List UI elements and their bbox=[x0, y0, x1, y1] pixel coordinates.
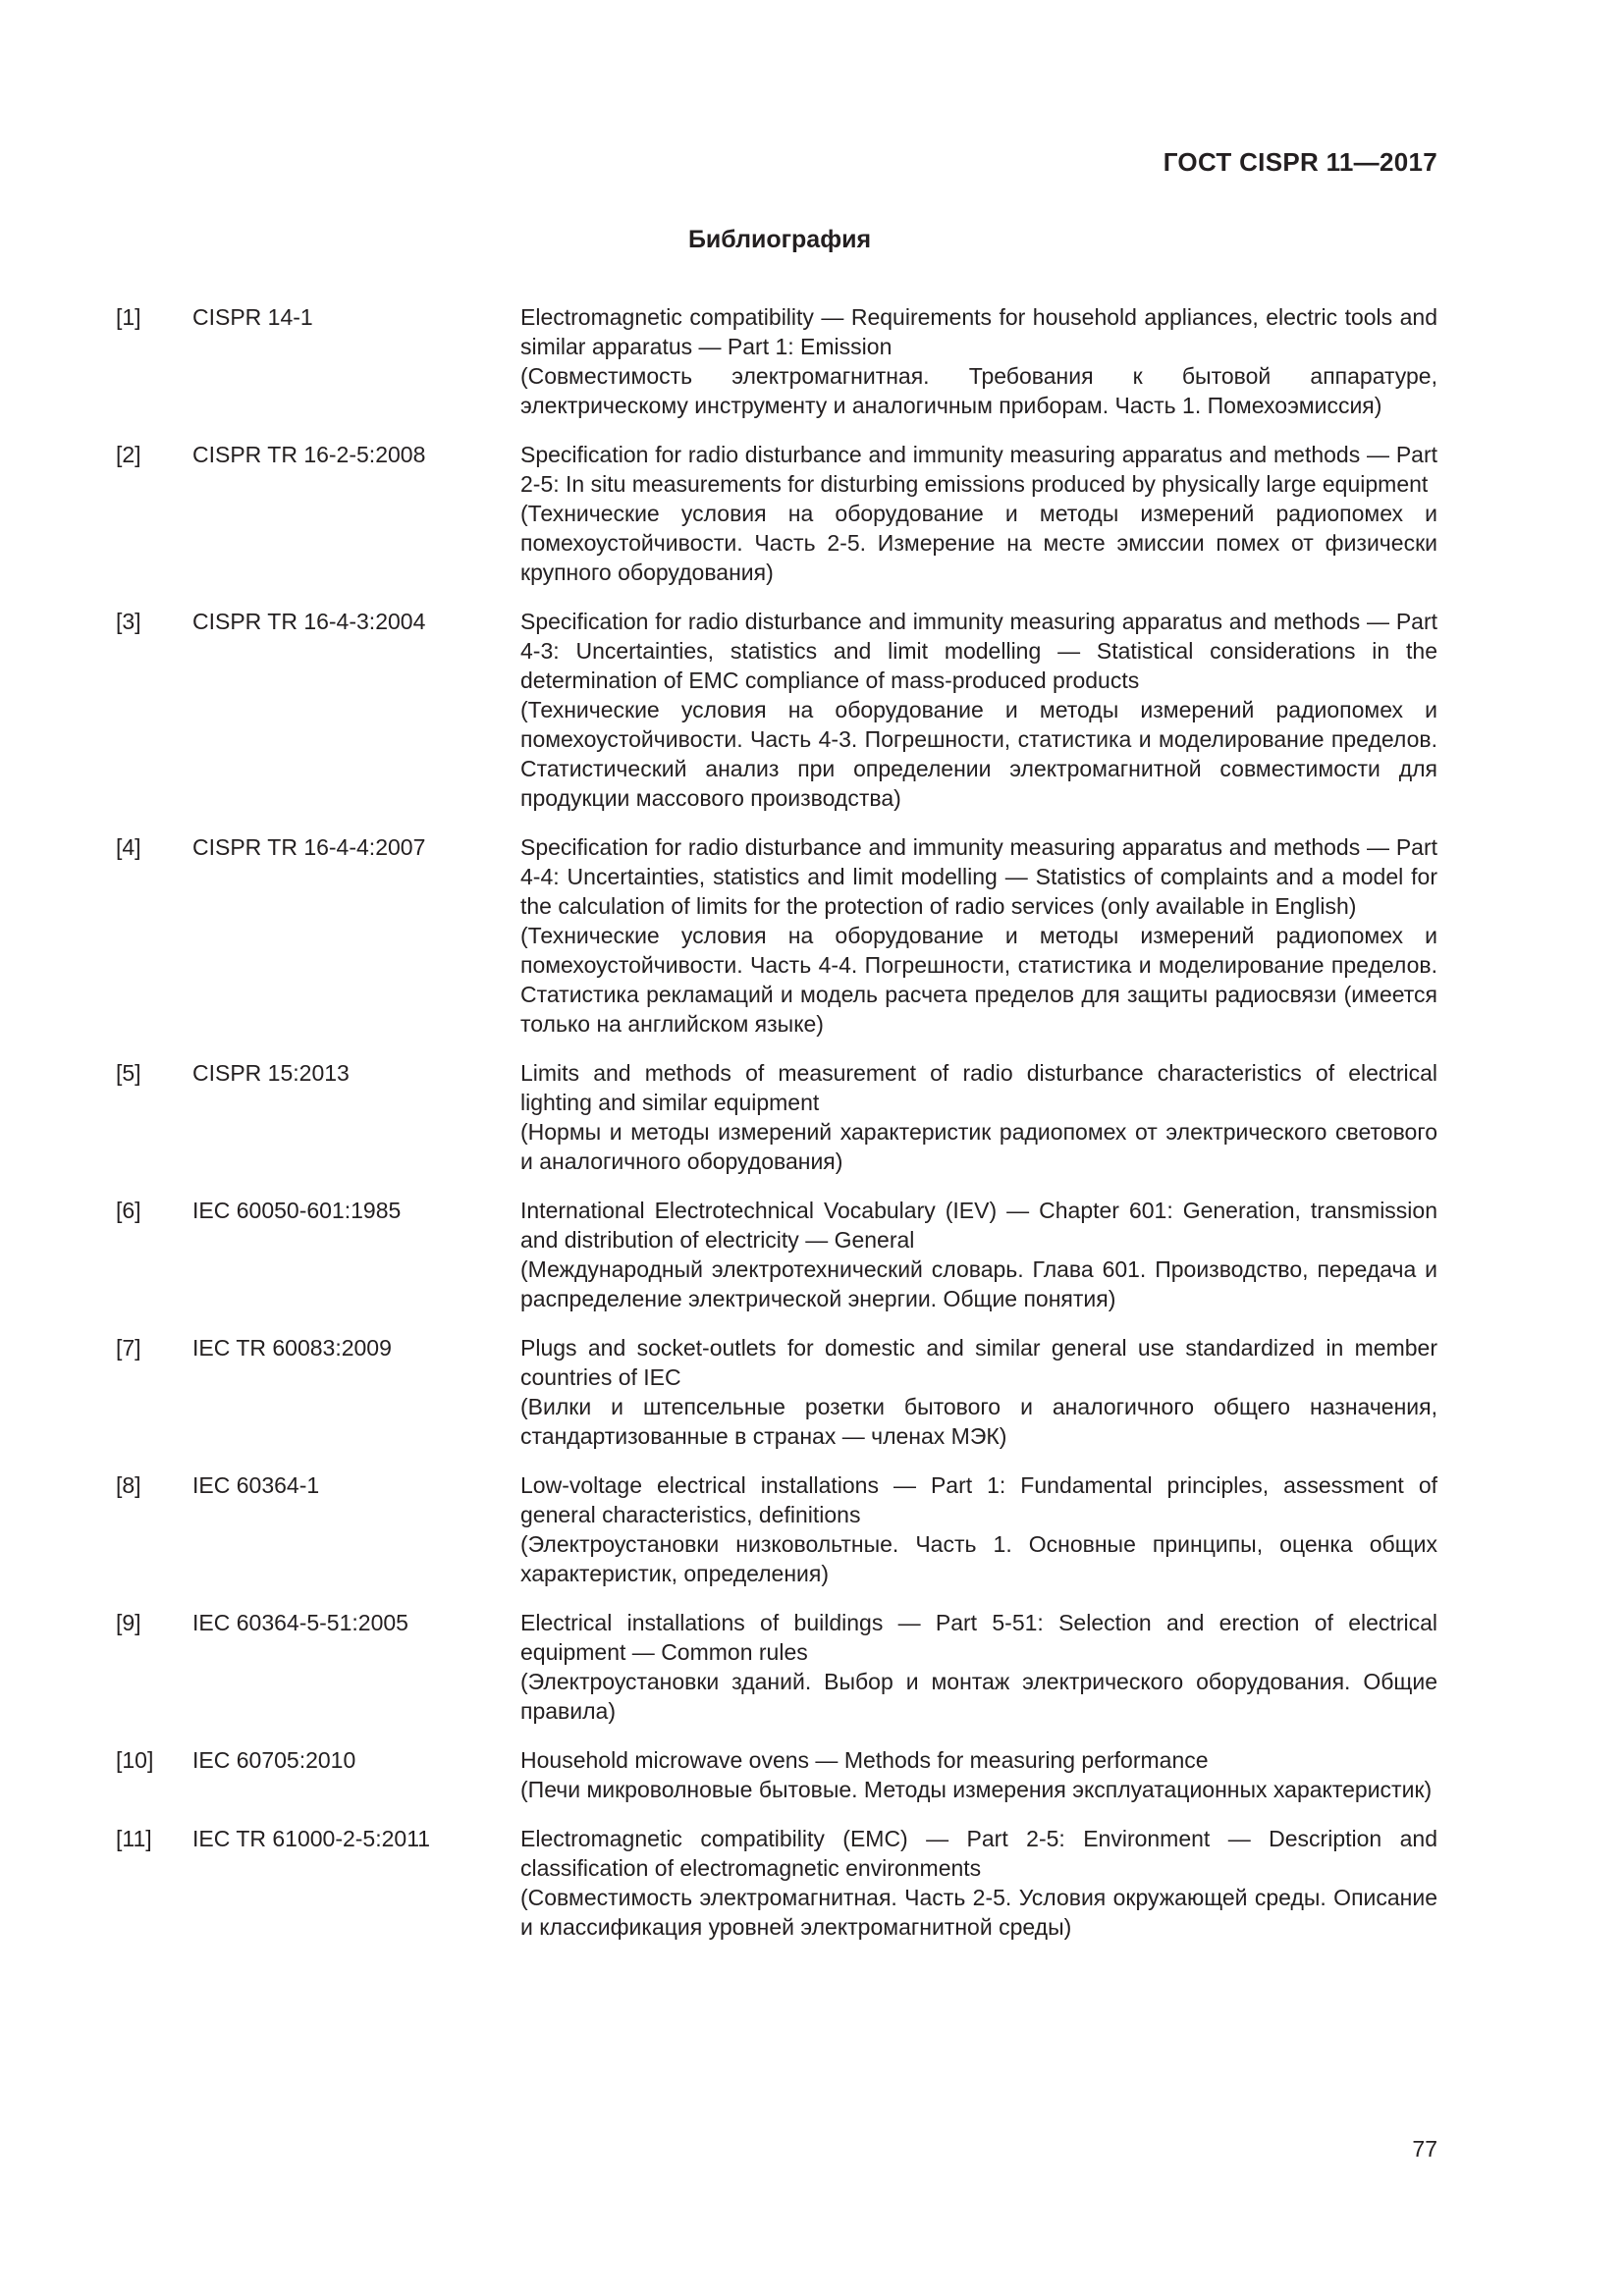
entry-title-en: Low-voltage electrical installations — Part 1: Fundamental principles, assessment of general characteristics, definitions bbox=[520, 1472, 1437, 1527]
entry-standard-code: CISPR 14-1 bbox=[192, 304, 313, 330]
entry-number: [4] bbox=[116, 834, 141, 860]
entry-number: [8] bbox=[116, 1472, 141, 1498]
entry-title-ru: (Нормы и методы измерений характеристик радиопомех от электрического светового и аналогичного оборудования) bbox=[520, 1119, 1437, 1174]
entry-standard-code: IEC 60705:2010 bbox=[192, 1747, 356, 1773]
entry-number: [2] bbox=[116, 442, 141, 467]
entry-title-en: International Electrotechnical Vocabulary (IEV) — Chapter 601: Generation, transmission and distribution of electricity — General bbox=[520, 1198, 1437, 1253]
bibliography-entry bbox=[116, 1824, 1437, 1942]
entry-standard-code: IEC TR 61000-2-5:2011 bbox=[192, 1826, 431, 1851]
entry-title-ru: (Совместимость электромагнитная. Требования к бытовой аппаратуре, электрическому инструменту и аналогичным приборам. Часть 1. Помехоэмиссия) bbox=[520, 363, 1437, 418]
entry-standard-code: CISPR 15:2013 bbox=[192, 1060, 350, 1086]
entry-title-en: Electrical installations of buildings — Part 5-51: Selection and erection of electrical equipment — Common rules bbox=[520, 1610, 1437, 1665]
entry-title-ru: (Технические условия на оборудование и методы измерений радиопомех и помехоустойчивости. Часть 2-5. Измерение на месте эмиссии помех от физически крупного оборудования) bbox=[520, 501, 1437, 585]
entry-title-en: Electromagnetic compatibility — Requirements for household appliances, electric tools and similar apparatus — Part 1: Emission bbox=[520, 304, 1437, 359]
entry-title-ru: (Технические условия на оборудование и методы измерений радиопомех и помехоустойчивости. Часть 4-4. Погрешности, статистика и моделирование пределов. Статистика рекламаций и модель расчета пределов для защиты радиосвязи (имеется только на английском языке) bbox=[520, 923, 1437, 1037]
entry-title-ru: (Электроустановки низковольтные. Часть 1. Основные принципы, оценка общих характеристик, определения) bbox=[520, 1531, 1437, 1586]
page-number: 77 bbox=[1412, 2136, 1437, 2162]
section-title: Библиография bbox=[687, 226, 872, 253]
entry-standard-code: IEC 60364-1 bbox=[192, 1472, 320, 1498]
entry-standard-code: IEC TR 60083:2009 bbox=[192, 1335, 392, 1361]
entry-title-en: Plugs and socket-outlets for domestic and similar general use standardized in member countries of IEC bbox=[520, 1335, 1437, 1390]
entry-standard-code: CISPR TR 16-4-4:2007 bbox=[192, 834, 426, 860]
entry-number: [10] bbox=[116, 1747, 154, 1773]
entry-title-en: Electromagnetic compatibility (EMC) — Part 2-5: Environment — Description and classification of electromagnetic environments bbox=[520, 1826, 1437, 1881]
entry-number: [11] bbox=[116, 1826, 152, 1851]
entry-title-ru: (Печи микроволновые бытовые. Методы измерения эксплуатационных характеристик) bbox=[520, 1777, 1433, 1802]
entry-title-ru: (Международный электротехнический словарь. Глава 601. Производство, передача и распределение электрической энергии. Общие понятия) bbox=[520, 1256, 1437, 1311]
entry-title-en: Specification for radio disturbance and immunity measuring apparatus and methods — Part 4-4: Uncertainties, statistics and limit modelling — Statistics of complaints and a model for the calculation of limits for the protection of radio services (only available in English) bbox=[520, 834, 1437, 919]
bibliography-entry bbox=[116, 302, 1437, 420]
entry-title-en: Specification for radio disturbance and immunity measuring apparatus and methods — Part 2-5: In situ measurements for disturbing emissions produced by physically large equipment bbox=[520, 442, 1437, 497]
entry-description bbox=[520, 1745, 1437, 1804]
entry-number: [9] bbox=[116, 1610, 141, 1635]
entry-description bbox=[520, 302, 1437, 420]
entry-number: [7] bbox=[116, 1335, 141, 1361]
entry-description bbox=[520, 1058, 1437, 1176]
bibliography-entry bbox=[116, 1196, 1437, 1313]
bibliography-entry bbox=[116, 440, 1437, 587]
bibliography-entry bbox=[116, 1608, 1437, 1726]
bibliography-list bbox=[116, 302, 1437, 1961]
bibliography-entry bbox=[116, 1058, 1437, 1176]
entry-title-en: Household microwave ovens — Methods for measuring performance bbox=[520, 1747, 1209, 1773]
entry-description bbox=[520, 1608, 1437, 1726]
entry-number: [1] bbox=[116, 304, 141, 330]
entry-standard-code: CISPR TR 16-4-3:2004 bbox=[192, 609, 426, 634]
entry-number: [3] bbox=[116, 609, 141, 634]
entry-number: [6] bbox=[116, 1198, 141, 1223]
entry-title-en: Specification for radio disturbance and immunity measuring apparatus and methods — Part 4-3: Uncertainties, statistics and limit modelling — Statistical considerations in the determination of EMC compliance of mass-produced products bbox=[520, 609, 1437, 693]
entry-title-ru: (Технические условия на оборудование и методы измерений радиопомех и помехоустойчивости. Часть 4-3. Погрешности, статистика и моделирование пределов. Статистический анализ при определении электромагнитной совместимости для продукции массового производства) bbox=[520, 697, 1437, 811]
entry-standard-code: IEC 60050-601:1985 bbox=[192, 1198, 402, 1223]
entry-title-ru: (Электроустановки зданий. Выбор и монтаж электрического оборудования. Общие правила) bbox=[520, 1669, 1437, 1724]
entry-description bbox=[520, 832, 1437, 1039]
entry-standard-code: IEC 60364-5-51:2005 bbox=[192, 1610, 408, 1635]
bibliography-entry bbox=[116, 1745, 1437, 1804]
entry-description bbox=[520, 440, 1437, 587]
entry-title-ru: (Вилки и штепсельные розетки бытового и аналогичного общего назначения, стандартизованные в странах — членах МЭК) bbox=[520, 1394, 1437, 1449]
entry-description bbox=[520, 1196, 1437, 1313]
bibliography-entry bbox=[116, 832, 1437, 1039]
bibliography-entry bbox=[116, 1470, 1437, 1588]
entry-title-ru: (Совместимость электромагнитная. Часть 2-5. Условия окружающей среды. Описание и классификация уровней электромагнитной среды) bbox=[520, 1885, 1437, 1940]
entry-description bbox=[520, 1470, 1437, 1588]
entry-number: [5] bbox=[116, 1060, 141, 1086]
entry-title-en: Limits and methods of measurement of radio disturbance characteristics of electrical lighting and similar equipment bbox=[520, 1060, 1437, 1115]
entry-description bbox=[520, 1333, 1437, 1451]
bibliography-entry bbox=[116, 1333, 1437, 1451]
entry-standard-code: CISPR TR 16-2-5:2008 bbox=[192, 442, 426, 467]
entry-description bbox=[520, 607, 1437, 813]
document-code: ГОСТ CISPR 11—2017 bbox=[1163, 147, 1437, 177]
bibliography-entry bbox=[116, 607, 1437, 813]
entry-description bbox=[520, 1824, 1437, 1942]
